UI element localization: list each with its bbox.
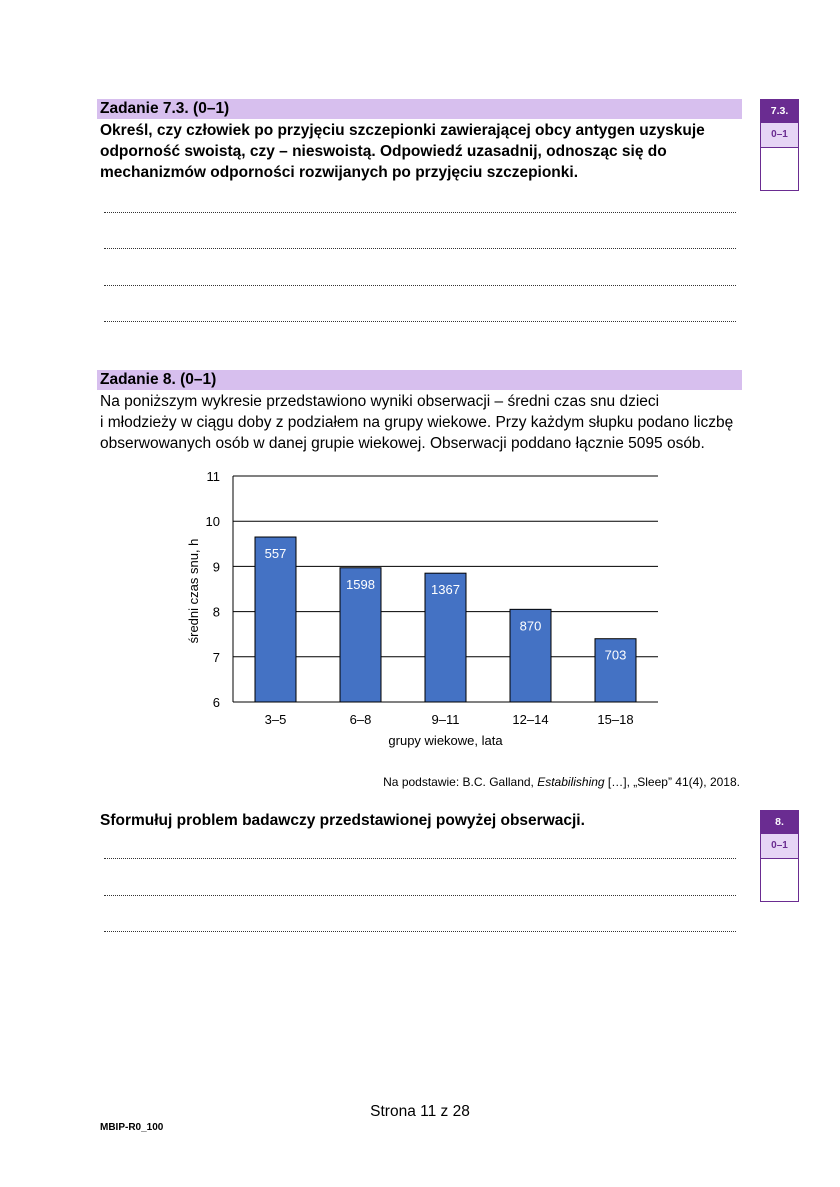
document-code: MBIP-R0_100 [100,1122,164,1133]
source-suffix: […], „Sleep” 41(4), 2018. [604,775,740,789]
score-box-points: 0–1 [761,122,798,148]
score-box-8 [760,810,799,902]
bar-data-label: 870 [519,618,542,634]
y-tick-label: 11 [206,469,220,484]
source-title: Estabilishing [537,775,605,789]
question-line: odporność swoistą, czy – nieswoistą. Odpowiedź uzasadnij, odnosząc się do [100,143,667,160]
task-8-header: Zadanie 8. (0–1) [97,370,742,390]
answer-line[interactable] [104,931,736,932]
x-tick-label: 15–18 [597,712,634,727]
task-8-question: Sformułuj problem badawczy przedstawionej powyżej obserwacji. [100,812,585,829]
score-box-number: 8. [761,811,798,833]
task-7-3-header: Zadanie 7.3. (0–1) [97,99,742,119]
intro-line: i młodzieży w ciągu doby z podziałem na grupy wiekowe. Przy każdym słupku podano liczbę [100,414,734,431]
bar-data-label: 703 [604,647,627,663]
intro-line: obserwowanych osób w danej grupie wiekowej. Obserwacji poddano łącznie 5095 osób. [100,435,705,452]
score-box-points: 0–1 [761,833,798,859]
question-line: mechanizmów odporności rozwijanych po przyjęciu szczepionki. [100,164,579,181]
y-tick-label: 8 [212,604,220,620]
intro-line: Na poniższym wykresie przedstawiono wyniki obserwacji – średni czas snu dzieci [100,393,660,410]
y-tick-label: 6 [212,695,220,710]
x-tick-label: 12–14 [512,712,549,727]
bar-data-label: 1598 [346,576,375,592]
chart-source [383,775,740,789]
y-axis-title: średni czas snu, h [186,538,201,644]
answer-line[interactable] [104,858,736,859]
answer-line[interactable] [104,895,736,896]
y-tick-label: 9 [212,559,220,575]
y-tick-label: 10 [205,514,220,530]
bar-data-label: 557 [264,546,287,562]
source-prefix: Na podstawie: B.C. Galland, [383,775,538,789]
x-tick-label: 6–8 [349,712,372,727]
x-axis-title: grupy wiekowe, lata [388,733,503,748]
score-box-field[interactable] [761,859,798,901]
y-tick-label: 7 [212,649,220,665]
x-tick-label: 3–5 [264,712,287,727]
score-box-number: 7.3. [761,100,798,122]
page-number: Strona 11 z 28 [370,1103,470,1120]
bar [255,537,296,702]
question-line: Określ, czy człowiek po przyjęciu szczepionki zawierającej obcy antygen uzyskuje [100,122,705,139]
bar-data-label: 1367 [431,582,460,598]
x-tick-label: 9–11 [431,712,460,727]
